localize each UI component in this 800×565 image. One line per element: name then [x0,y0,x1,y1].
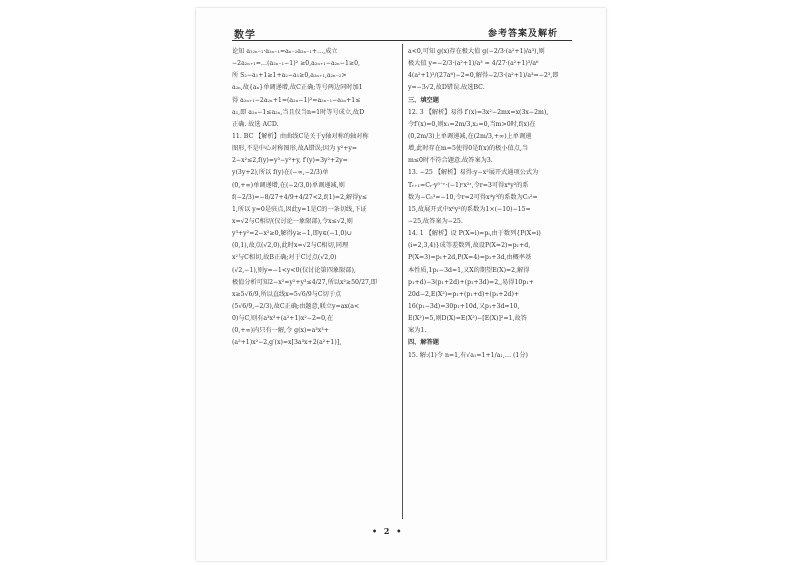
text-line: E(X²)=5,则D(X)=E(X²)−[E(X)]²=1,故答 [408,315,527,323]
text-line: a₂ₙ,故{aₙ}单调递增,故C正确;等号两边同时加1 [232,84,363,92]
column-divider [402,44,403,519]
text-line: (i=2,3,4)}成等差数列,故设P(X=2)=p₁+d, [408,242,531,250]
text-line: 得 a₂ₙ₊₁−2a₂ₙ+1=(a₂ₙ−1)²=a₂ₙ₋₁−a₂ₙ+1≤ [232,96,361,104]
text-line: y(3y+2),所以 f(y)在(−∞,−2/3)单 [232,169,329,177]
text-line: −25,故答案为−25. [408,217,463,225]
text-line: x≥5√6/9,所以直线x=5√6/9与C切于点 [232,290,342,298]
text-line: y³+y²=2−x²≥0,解得y≥−1,即y∈(−1,0)∪ [232,230,352,238]
text-line: 11. BC 【解析】由曲线C是关于y轴对称的轴对称 [232,132,369,140]
header-section: 参考答案及解析 [488,29,559,39]
text-line: 15,故展开式中x⁶y²的系数为1×(−10)−15= [408,205,531,213]
text-line: a<0,可知 g(x)存在极大值 g(−2/3·(a²+1)/a³),则 [408,48,545,55]
header-subject: 数学 [234,30,256,41]
section-heading: 三、填空题 [408,96,439,104]
text-line: p₁+d)−3(p₁+2d)+(p₁+3d)=2,,易得10p₁+ [408,278,534,286]
text-line: (0,1),故点(√2,0),此时x=√2与C相切,同理 [232,242,349,250]
text-line: 13. −25 【解析】易得:y−x²展开式通项公式为 [408,169,539,177]
text-line: 20d−2,E(X²)=p₁+(p₁+d)+(p₁+2d)+ [408,290,520,298]
text-line: 图形,不是中心对称图形,故A错误;因为 y²+y= [232,145,358,153]
text-line: 增,此时存在m=5使得0是f(x)的极小值点,当 [408,145,529,153]
text-line: 正确. 故选 ACD. [232,120,279,128]
section-heading: 四、解答题 [408,339,439,347]
page-number: • 2 • [372,526,404,536]
text-line: 12. 3 【解析】易得 f′(x)=3x²−2mx=x(3x−2m), [408,108,549,116]
header-rule [232,40,572,41]
text-line: 15. 解:(1)令 n=1,有√a₁=1+1/a₁,… (1分) [408,351,528,359]
text-line: (√2,−1),则y=−1<y<0(仅讨论第四象限部), [232,266,356,274]
text-line: 4(a²+1)³/(27a⁶)−2=0,解得−2/3·(a²+1)/a³=−2³,即 [408,72,559,80]
text-line: 14. 1 【解析】设 P(X=i)=pᵢ,由于数列{P(X=i) [408,230,541,238]
text-line: m≤0时不符合题意.故答案为3. [408,157,493,165]
text-line: (0,+∞)内只有一解,令 g(x)=a³x³+ [232,327,329,335]
text-line: 所 S₂−a₁+1≥1+a₂−a₁≥0,a₂ₙ₊₁,a₂ₙ₋₂> [232,72,347,80]
text-line: Tᵣ₊₁=Cᵣ·y⁵⁻ʳ·(−1)ʳx²ʳ,令r=3可得x⁶y²的系 [408,181,529,189]
text-line: x=√2与C相切(仅讨论一象限部),令x≤√2,则 [232,217,353,225]
text-line: a₁,即 a₂ₙ−1≤a₂ₙ,当且仅当n=1时等号成立,故D [232,108,365,116]
text-line: 论知 a₁₂ₙ₋₁·a₂ₙ₋₁=aₙ₋₂a₂ₙ₋₁+…,成立 [232,48,338,55]
text-line: 极值分析可知2−x²=y²+y³≤4/27,所以x²≥50/27,即 [232,278,378,286]
text-line: 极大值 y=−2/3·(a²+1)/a³ = 4/27·(a²+1)³/a⁶ [408,60,539,68]
text-line: 16(p₁−3d)=30p₁+10d,又p₁+3d=10, [408,302,520,310]
text-line: 1,所以 y=0是驻点,因此y=1是C的一条切线,下证 [232,205,367,213]
text-line: 本性质,1p₁−3d=1,又X的期望E(X)=2,解得 [408,266,530,274]
left-column [232,46,398,350]
right-column [408,46,574,362]
text-line: (5√6/9,−2/3),故C正确;由题意,联立y=ax(a< [232,302,360,310]
text-line: 0)与C,则有a³x³+(a²+1)x²−2=0,在 [232,315,334,323]
text-line: 案为1. [408,327,427,335]
text-line: 令f′(x)=0,则x₁=2m/3,x₂=0,当m>0时,f(x)在 [408,120,536,128]
text-line: P(X=3)=p₁+2d,P(X=4)=p₁+3d,由概率基 [408,254,532,262]
text-line: 数为−C₅³=−10,令r=2可得x⁴y³的系数为C₅²= [408,193,538,201]
text-line: −2a₂ₙ₊₁=…(a₂ₙ₋₁−1)² ≥0,a₂ₙ₊₁−a₂ₙ−1≥0, [232,60,360,68]
text-line: (0,+∞)单调递增,在(−2/3,0)单调递减,则 [232,181,345,189]
text-line: x²与C相切,故B正确;对于C过点(√2,0) [232,254,337,262]
text-line: y=−3√2,故D错误.故选BC. [408,84,485,92]
text-line: (a²+1)x²−2,g′(x)=x[3a³x+2(a²+1)], [232,339,342,347]
text-line: f(−2/3)=−8/27+4/9+4/27<2,f(1)=2,解得y≤ [232,193,368,201]
text-line: 2−x²≤2,f(y)=y³−y²+y, f′(y)=3y²+2y= [232,157,348,165]
text-line: (0,2m/3)上单调递减,在(2m/3,+∞)上单调递 [408,132,532,140]
